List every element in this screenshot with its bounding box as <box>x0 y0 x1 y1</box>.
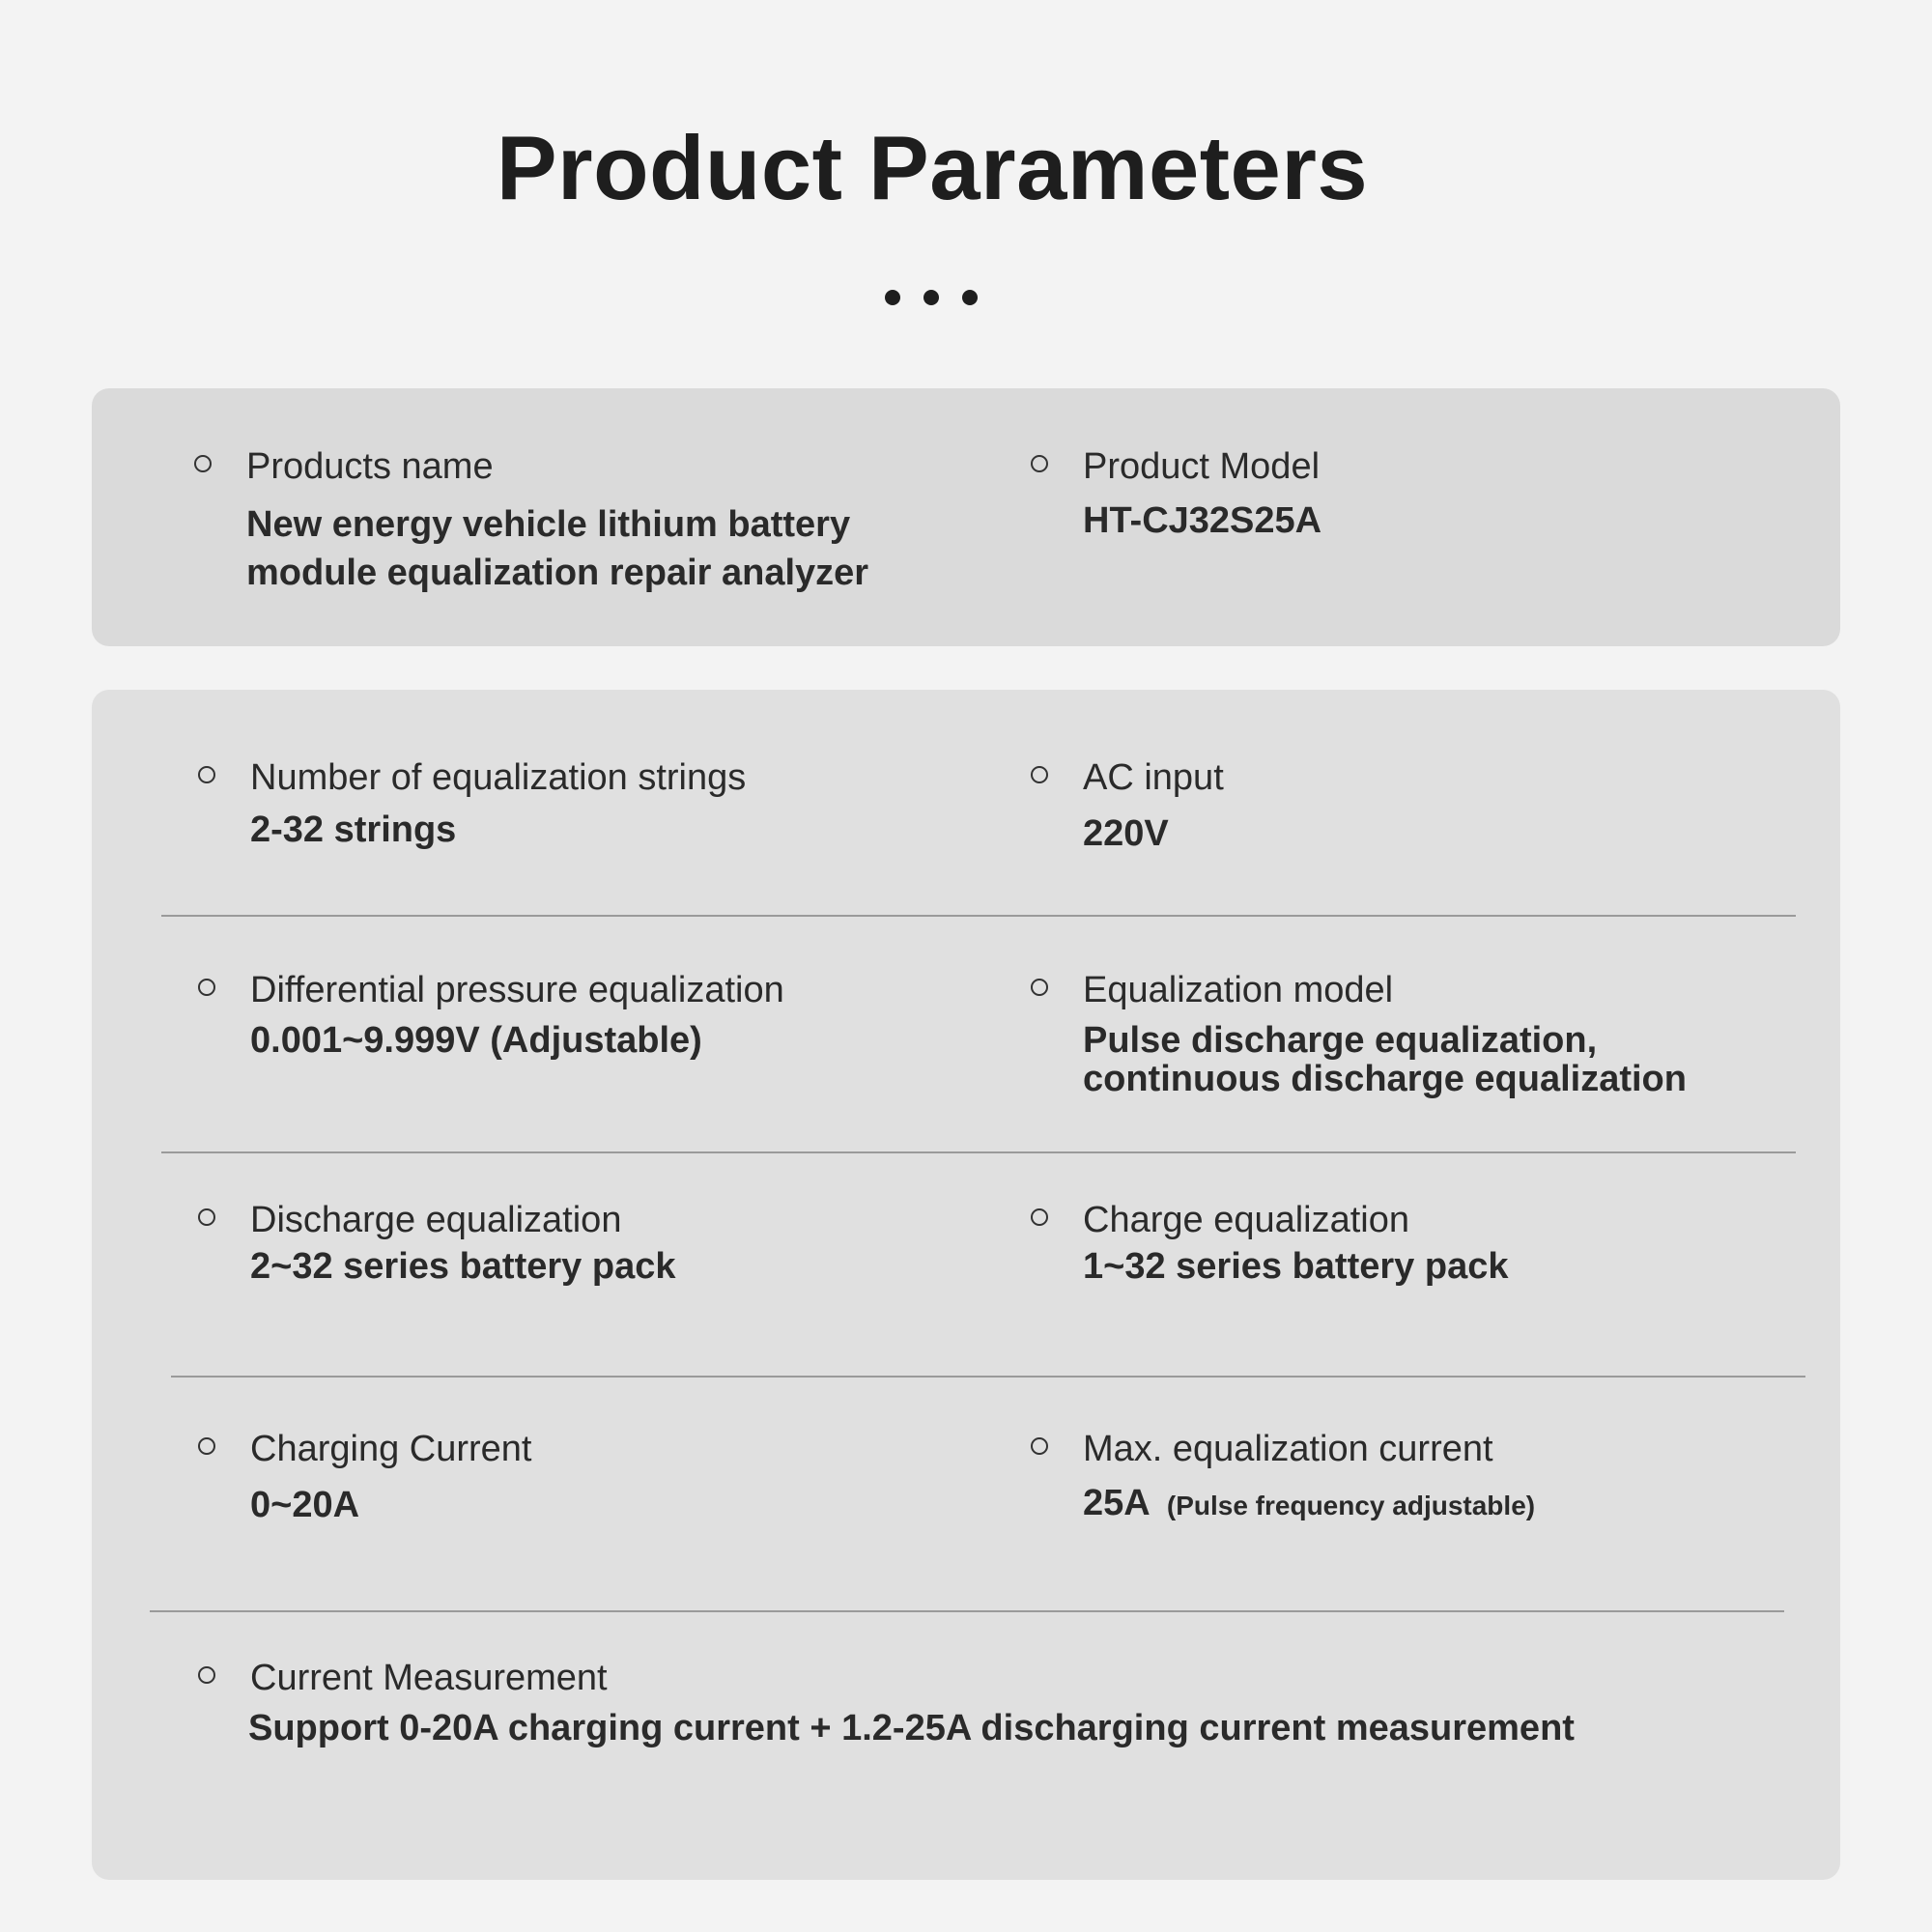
product-name-value-line1: New energy vehicle lithium battery <box>246 504 851 545</box>
eq-model-value-line1: Pulse discharge equalization, <box>1083 1020 1598 1061</box>
divider <box>161 1151 1796 1153</box>
title-dots-decoration <box>869 284 985 313</box>
diff-pressure-label: Differential pressure equalization <box>250 970 784 1010</box>
dot-icon <box>885 290 900 305</box>
divider <box>161 915 1796 917</box>
circle-bullet-icon <box>1031 1437 1048 1455</box>
charging-current-label: Charging Current <box>250 1429 532 1469</box>
circle-bullet-icon <box>198 979 215 996</box>
charging-current-value: 0~20A <box>250 1485 360 1525</box>
max-eq-current-value: 25A <box>1083 1483 1150 1523</box>
dot-icon <box>923 290 939 305</box>
max-eq-current-value-row <box>1083 1479 1535 1530</box>
strings-value: 2-32 strings <box>250 810 457 850</box>
max-eq-current-label: Max. equalization current <box>1083 1429 1493 1469</box>
charge-eq-label: Charge equalization <box>1083 1200 1410 1240</box>
circle-bullet-icon <box>1031 455 1048 472</box>
product-model-value: HT-CJ32S25A <box>1083 500 1322 541</box>
current-measurement-value: Support 0-20A charging current + 1.2-25A discharging current measurement <box>248 1708 1575 1748</box>
circle-bullet-icon <box>198 1208 215 1226</box>
discharge-eq-label: Discharge equalization <box>250 1200 622 1240</box>
dot-icon <box>962 290 978 305</box>
product-model-label: Product Model <box>1083 446 1321 487</box>
strings-label: Number of equalization strings <box>250 757 747 798</box>
product-name-value-line2: module equalization repair analyzer <box>246 553 869 593</box>
product-name-label: Products name <box>246 446 494 487</box>
eq-model-value-line2: continuous discharge equalization <box>1083 1059 1687 1099</box>
max-eq-current-note: (Pulse frequency adjustable) <box>1166 1491 1536 1520</box>
parameters-card <box>92 690 1840 1880</box>
divider <box>171 1376 1805 1378</box>
discharge-eq-value: 2~32 series battery pack <box>250 1246 676 1287</box>
circle-bullet-icon <box>198 766 215 783</box>
circle-bullet-icon <box>194 455 212 472</box>
circle-bullet-icon <box>198 1437 215 1455</box>
eq-model-label: Equalization model <box>1083 970 1394 1010</box>
circle-bullet-icon <box>1031 1208 1048 1226</box>
ac-input-label: AC input <box>1083 757 1224 798</box>
product-info-card <box>92 388 1840 646</box>
current-measurement-label: Current Measurement <box>250 1658 608 1698</box>
ac-input-value: 220V <box>1083 813 1169 854</box>
circle-bullet-icon <box>1031 766 1048 783</box>
charge-eq-value: 1~32 series battery pack <box>1083 1246 1509 1287</box>
diff-pressure-value: 0.001~9.999V (Adjustable) <box>250 1020 702 1061</box>
page-title: Product Parameters <box>496 117 1369 218</box>
circle-bullet-icon <box>198 1666 215 1684</box>
circle-bullet-icon <box>1031 979 1048 996</box>
divider <box>150 1610 1784 1612</box>
